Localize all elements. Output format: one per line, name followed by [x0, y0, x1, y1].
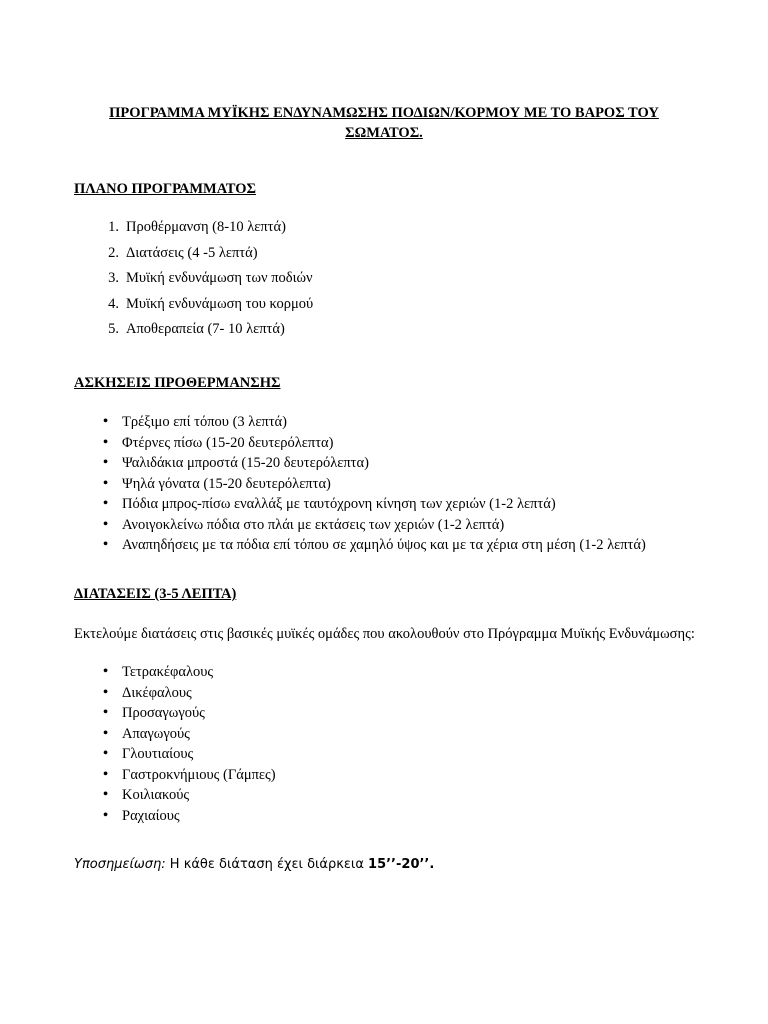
bullet-icon: • — [102, 765, 109, 783]
warmup-item-text: Τρέξιμο επί τόπου (3 λεπτά) — [122, 414, 287, 430]
plan-item-number: 4. — [108, 295, 119, 312]
plan-item-number: 5. — [108, 321, 119, 337]
stretching-item-text: Γαστροκνήμιους (Γάμπες) — [122, 766, 276, 783]
warmup-item-text: Φτέρνες πίσω (15-20 δευτερόλεπτα) — [122, 434, 334, 451]
stretching-heading: ΔΙΑΤΑΣΕΙΣ (3-5 ΛΕΠΤΑ) — [74, 586, 237, 602]
plan-item — [74, 319, 313, 345]
warmup-item — [74, 515, 646, 536]
bullet-icon: • — [102, 454, 109, 471]
stretching-item — [74, 744, 276, 765]
footnote-duration: 15’’-20’’. — [368, 857, 435, 872]
warmup-item-text: Ανοιγοκλείνω πόδια στο πλάι με εκτάσεις των χεριών (1-2 λεπτά) — [122, 516, 505, 533]
bullet-icon: • — [102, 536, 109, 553]
stretching-intro: Εκτελούμε διατάσεις στις βασικές μυϊκές ομάδες που ακολουθούν στο Πρόγραμμα Μυϊκής Ενδυνάμωσης: — [74, 626, 695, 642]
stretching-item-text: Προσαγωγούς — [122, 705, 205, 721]
plan-item — [74, 217, 313, 243]
plan-item-text: Μυϊκή ενδυνάμωση των ποδιών — [126, 270, 313, 286]
warmup-item-text: Αναπηδήσεις με τα πόδια επί τόπου σε χαμηλό ύψος και με τα χέρια στη μέση (1-2 λεπτά) — [122, 537, 646, 553]
bullet-icon: • — [102, 495, 109, 512]
warmup-item — [74, 453, 646, 474]
stretching-item-text: Κοιλιακούς — [122, 787, 190, 803]
warmup-item-text: Πόδια μπρος-πίσω εναλλάξ με ταυτόχρονη κίνηση των χεριών (1-2 λεπτά) — [122, 496, 556, 512]
plan-item — [74, 243, 313, 269]
plan-item-text: Μυϊκή ενδυνάμωση του κορμού — [126, 295, 314, 312]
footnote — [74, 856, 434, 874]
bullet-icon: • — [102, 724, 109, 742]
footnote-text: Η κάθε διάταση έχει διάρκεια — [165, 857, 369, 872]
bullet-icon: • — [102, 683, 109, 701]
footnote-label: Υποσημείωση: — [74, 857, 166, 872]
warmup-item-text: Ψαλιδάκια μπροστά (15-20 δευτερόλεπτα) — [122, 455, 369, 471]
plan-item-text: Διατάσεις (4 -5 λεπτά) — [126, 244, 258, 261]
plan-item-text: Προθέρμανση (8-10 λεπτά) — [126, 219, 286, 235]
stretching-item-text: Απαγωγούς — [122, 725, 190, 742]
bullet-icon: • — [102, 413, 109, 430]
warmup-item-text: Ψηλά γόνατα (15-20 δευτερόλεπτα) — [122, 475, 331, 492]
bullet-icon: • — [102, 806, 109, 824]
stretching-item — [74, 662, 276, 683]
stretching-item — [74, 806, 276, 827]
stretching-list — [74, 662, 276, 826]
stretching-item — [74, 765, 276, 786]
stretching-item — [74, 703, 276, 724]
document-title: ΠΡΟΓΡΑΜΜΑ ΜΥΪΚΗΣ ΕΝΔΥΝΑΜΩΣΗΣ ΠΟΔΙΩΝ/ΚΟΡΜΟΥ ΜΕ ΤΟ ΒΑΡΟΣ ΤΟΥ ΣΩΜΑΤΟΣ. — [109, 105, 659, 141]
warmup-item — [74, 412, 646, 433]
plan-item-text: Αποθεραπεία (7- 10 λεπτά) — [126, 321, 285, 337]
stretching-item-text: Ραχιαίους — [122, 807, 180, 824]
bullet-icon: • — [102, 433, 109, 451]
warmup-heading: ΑΣΚΗΣΕΙΣ ΠΡΟΘΕΡΜΑΝΣΗΣ — [74, 375, 281, 391]
plan-heading: ΠΛΑΝΟ ΠΡΟΓΡΑΜΜΑΤΟΣ — [74, 181, 256, 197]
stretching-item — [74, 724, 276, 745]
warmup-list — [74, 412, 646, 556]
bullet-icon: • — [102, 474, 109, 492]
plan-list — [74, 217, 313, 345]
plan-item — [74, 268, 313, 294]
plan-item-number: 1. — [108, 219, 119, 235]
stretching-item-text: Δικέφαλους — [122, 684, 192, 701]
stretching-item — [74, 683, 276, 704]
warmup-item — [74, 474, 646, 495]
warmup-item — [74, 433, 646, 454]
stretching-item-text: Γλουτιαίους — [122, 746, 194, 762]
stretching-item-text: Τετρακέφαλους — [122, 664, 214, 680]
plan-item-number: 3. — [108, 270, 119, 286]
plan-item — [74, 294, 313, 320]
bullet-icon: • — [102, 663, 109, 680]
bullet-icon: • — [102, 745, 109, 762]
bullet-icon: • — [102, 515, 109, 533]
bullet-icon: • — [102, 786, 109, 803]
warmup-item — [74, 494, 646, 515]
warmup-item — [74, 535, 646, 556]
stretching-item — [74, 785, 276, 806]
bullet-icon: • — [102, 704, 109, 721]
plan-item-number: 2. — [108, 244, 119, 261]
